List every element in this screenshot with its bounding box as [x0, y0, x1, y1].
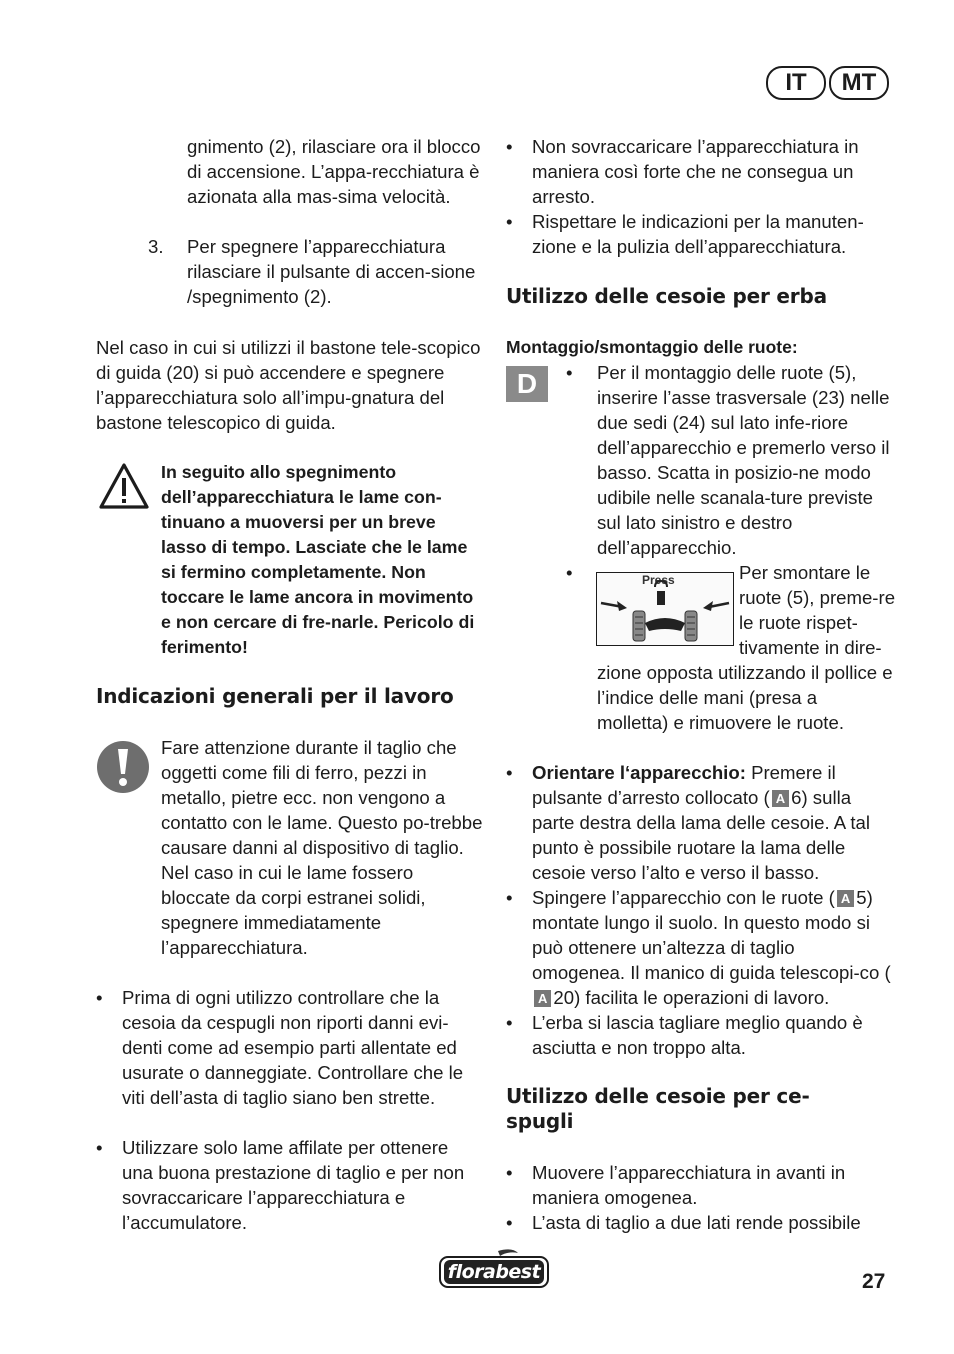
- list-item: • Muovere l’apparecchiatura in avanti in maniera omogenea.: [506, 1162, 846, 1208]
- step-3-number: 3.: [148, 236, 164, 257]
- press-label: Press: [642, 573, 675, 587]
- step-3-text: Per spegnere l’apparecchiatura rilasciare il pulsante di accen-sione /spegnimento (2).: [187, 236, 476, 307]
- section-title-hedge: Utilizzo delle cesoie per ce-spugli: [506, 1084, 810, 1133]
- list-item: • Per il montaggio delle ruote (5), inserire l’asse trasversale (23) nelle due sedi (24) sul lato infe-riore dell’apparecchio e premerlo verso il basso. Scatta in posizio-ne modo udibile nelle scanala-ture previste sul lato sinistro e destro dell’apparecchio.: [566, 362, 890, 558]
- subsection-title-wheels: Montaggio/smontaggio delle ruote:: [506, 337, 798, 357]
- telescopic-paragraph: Nel caso in cui si utilizzi il bastone tele-scopico di guida (20) si può accendere e spegnere l’apparecchiatura solo all’impu-gnatura del bastone telescopico di guida.: [96, 337, 481, 433]
- wheel-remove-text: zione opposta utilizzando il pollice e l’indice delle mani (presa a molletta) e rimuovere le ruote.: [597, 662, 893, 733]
- list-item: • L’asta di taglio a due lati rende possibile: [506, 1212, 861, 1233]
- section-title-grass: Utilizzo delle cesoie per erba: [506, 284, 827, 308]
- list-item: • L’erba si lascia tagliare meglio quando è asciutta e non troppo alta.: [506, 1012, 863, 1058]
- list-item: • Spingere l’apparecchio con le ruote ( A 5) montate lungo il suolo. In questo modo si può ottenere un’altezza di taglio omogenea. Il manico di guida telescopi-co (A 20) facilita le operazioni di lavoro.: [506, 887, 891, 1008]
- orient-label: Orientare l‘apparecchio:: [532, 762, 746, 783]
- figure-a-chip: A: [837, 890, 854, 907]
- wheel-press-icon: [597, 573, 733, 645]
- warning-text: In seguito allo spegnimento dell’apparecchiatura le lame con-tinuano a muoversi per un breve lasso di tempo. Lasciate che le lame si fermino completamente. Non toccare le lame ancora in movimento e non cercare di fre-narle. Pericolo di ferimento!: [161, 462, 475, 657]
- wheel-remove-side-text: Per smontare le ruote (5), preme-re le ruote rispet-tivamente in dire-: [739, 562, 896, 658]
- lang-badge-it: IT: [766, 66, 826, 100]
- list-bullet: •: [566, 562, 573, 583]
- exclamation-icon: [96, 740, 150, 794]
- notice-text: Fare attenzione durante il taglio che oggetti come fili di ferro, pezzi in metallo, pietre ecc. non vengono a contatto con le lame. Questo po-trebbe causare danni al dispositivo di taglio. Nel caso in cui le lame fossero bloccate da corpi estranei solidi, spegnere immediatamente l’apparecchiatura.: [161, 737, 483, 958]
- brand-name: florabest: [447, 1261, 541, 1283]
- florabest-logo: [438, 1247, 550, 1289]
- section-title-general: Indicazioni generali per il lavoro: [96, 684, 454, 708]
- list-item: • Orientare l‘apparecchio: Premere il pulsante d’arresto collocato ( A 6) sulla parte destra della lama delle cesoie. A tal punto è possibile ruotare la lama delle cesoie verso l’alto e verso il basso.: [506, 762, 870, 883]
- list-item: • Prima di ogni utilizzo controllare che la cesoia da cespugli non riporti danni evi-denti come ad esempio parti allentate ed usurate o danneggiate. Controllare che le viti dell’asta di taglio siano ben strette.: [96, 987, 464, 1108]
- lang-badge-mt: MT: [829, 66, 889, 100]
- page-number: 27: [862, 1270, 886, 1293]
- list-item: • Rispettare le indicazioni per la manuten-zione e la pulizia dell’apparecchiatura.: [506, 211, 864, 257]
- continued-step-text: gnimento (2), rilasciare ora il blocco di accensione. L’appa-recchiatura è azionata alla mas-sima velocità.: [187, 136, 481, 207]
- warning-icon: [98, 462, 150, 510]
- figure-d-label: D: [506, 366, 548, 402]
- figure-a-chip: A: [534, 990, 551, 1007]
- press-illustration: [596, 572, 734, 646]
- list-item: • Non sovraccaricare l’apparecchiatura in maniera così forte che ne consegua un arresto.: [506, 136, 859, 207]
- list-item: • Utilizzare solo lame affilate per ottenere una buona prestazione di taglio e per non sovraccaricare l’apparecchiatura e l’accumulatore.: [96, 1137, 465, 1233]
- figure-a-chip: A: [772, 790, 789, 807]
